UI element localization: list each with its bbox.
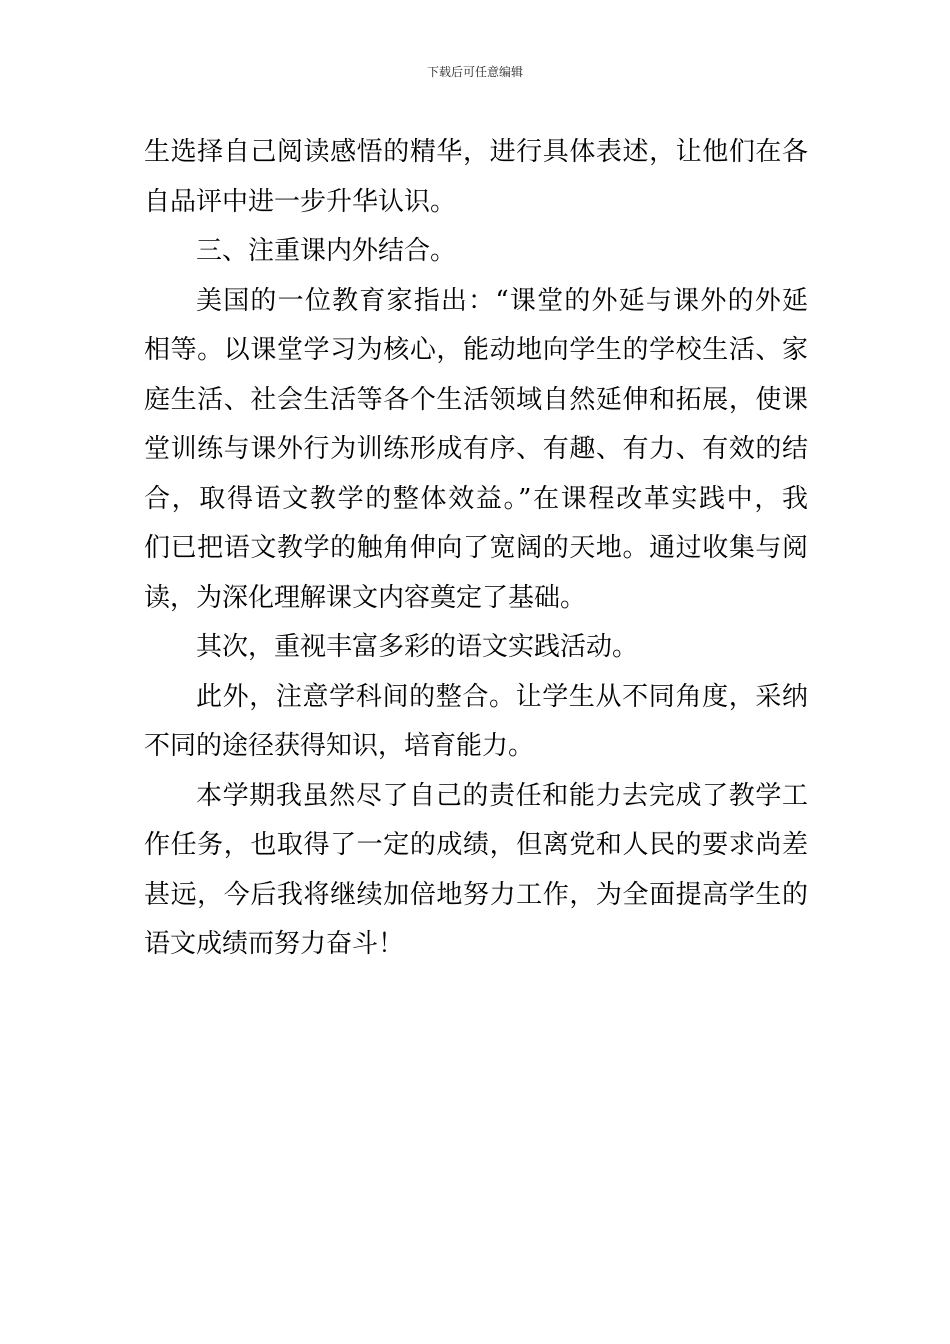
text-line: 甚远，今后我将继续加倍地努力工作，为全面提高学生的 (144, 879, 808, 910)
text-line: 作任务，也取得了一定的成绩，但离党和人民的要求尚差 (144, 830, 808, 860)
document-body (144, 128, 808, 970)
section-heading: 三、注重课内外结合。 (196, 236, 457, 266)
text-line: 生选择自己阅读感悟的精华，进行具体表述，让他们在各 (144, 137, 808, 167)
text-line: 不同的途径获得知识，培育能力。 (144, 731, 535, 761)
text-line: 自品评中进一步升华认识。 (144, 186, 457, 217)
text-line: 相等。以课堂学习为核心，能动地向学生的学校生活、家 (144, 335, 808, 365)
text-line: 此外，注意学科间的整合。让学生从不同角度，采纳 (196, 681, 808, 712)
text-line: 其次，重视丰富多彩的语文实践活动。 (196, 632, 639, 662)
text-line: 读，为深化理解课文内容奠定了基础。 (144, 582, 587, 613)
page-header: 下载后可任意编辑 (426, 65, 523, 79)
text-line: 庭生活、社会生活等各个生活领域自然延伸和拓展，使课 (144, 384, 808, 415)
text-line: 语文成绩而努力奋斗！ (144, 929, 405, 959)
text-line: 本学期我虽然尽了自己的责任和能力去完成了教学工 (196, 780, 808, 811)
text-line: 们已把语文教学的触角伸向了宽阔的天地。通过收集与阅 (144, 533, 808, 563)
text-line: 美国的一位教育家指出：“课堂的外延与课外的外延 (196, 285, 808, 316)
text-line: 堂训练与课外行为训练形成有序、有趣、有力、有效的结 (144, 434, 808, 464)
text-line: 合，取得语文教学的整体效益。”在课程改革实践中，我 (144, 483, 808, 514)
